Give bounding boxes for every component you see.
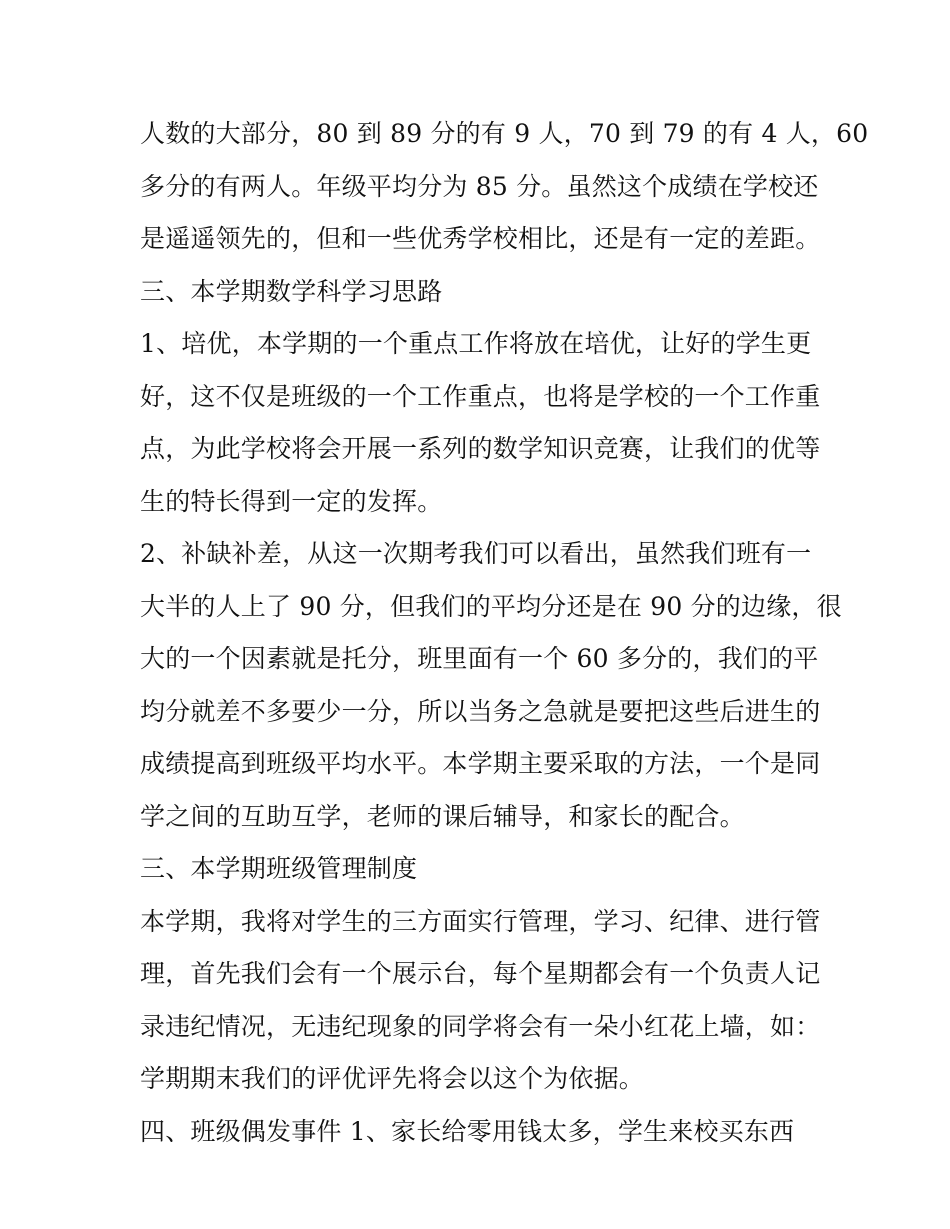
text-line: 学期期末我们的评优评先将会以这个为依据。 <box>140 1064 645 1093</box>
text-line: 1、培优，本学期的一个重点工作将放在培优，让好的学生更 <box>140 329 812 358</box>
text-line: 学之间的互助互学，老师的课后辅导，和家长的配合。 <box>140 801 745 831</box>
text-line: 2、补缺补差，从这一次期考我们可以看出，虽然我们班有一 <box>140 539 812 568</box>
section-heading: 三、本学期班级管理制度 <box>140 854 418 883</box>
text-line: 多分的有两人。年级平均分为 85 分。虽然这个成绩在学校还 <box>140 171 819 201</box>
text-line: 均分就差不多要少一分，所以当务之急就是要把这些后进生的 <box>140 696 821 726</box>
text-line: 点，为此学校将会开展一系列的数学知识竞赛，让我们的优等 <box>140 434 821 463</box>
document-body <box>140 108 869 1158</box>
section-heading: 三、本学期数学科学习思路 <box>140 276 443 306</box>
text-line: 大的一个因素就是托分，班里面有一个 60 多分的，我们的平 <box>140 644 819 673</box>
text-line: 是遥遥领先的，但和一些优秀学校相比，还是有一定的差距。 <box>140 224 821 253</box>
text-line: 理，首先我们会有一个展示台，每个星期都会有一个负责人记 <box>140 959 821 988</box>
text-line: 成绩提高到班级平均水平。本学期主要采取的方法，一个是同 <box>140 749 821 778</box>
text-line: 本学期，我将对学生的三方面实行管理，学习、纪律、进行管 <box>140 906 821 936</box>
text-line: 生的特长得到一定的发挥。 <box>140 486 443 516</box>
text-line: 大半的人上了 90 分，但我们的平均分还是在 90 分的边缘，很 <box>140 591 842 621</box>
text-line: 录违纪情况，无违纪现象的同学将会有一朵小红花上墙，如： <box>140 1011 821 1041</box>
section-heading: 四、班级偶发事件 1、家长给零用钱太多，学生来校买东西 <box>140 1116 795 1146</box>
text-line: 人数的大部分，80 到 89 分的有 9 人，70 到 79 的有 4 人，60 <box>140 119 869 148</box>
text-line: 好，这不仅是班级的一个工作重点，也将是学校的一个工作重 <box>140 381 821 411</box>
